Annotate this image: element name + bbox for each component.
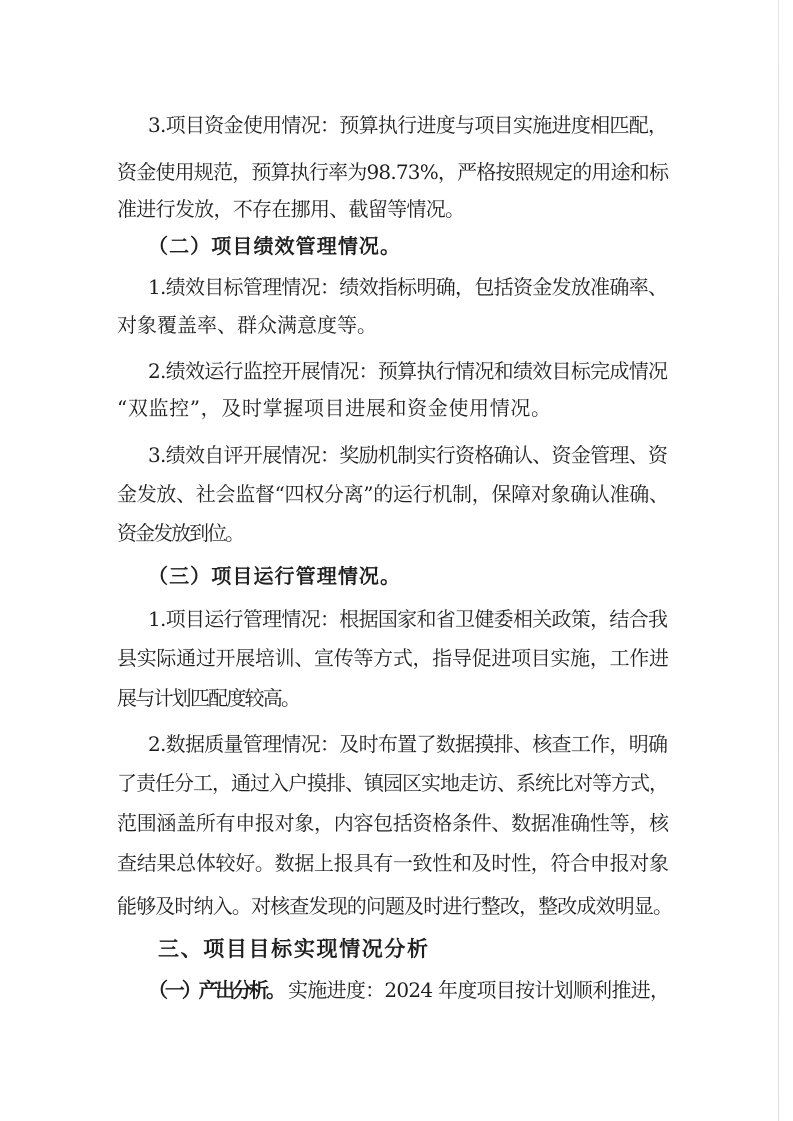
section-title-text: 三、项目目标实现情况分析 [158, 937, 430, 961]
line-text: 资金使用规范，预算执行率为98.73%，严格按照规定的用途和标 [117, 160, 669, 184]
line-text: 2.数据质量管理情况：及时布置了数据摸排、核查工作，明确 [148, 732, 668, 756]
line-text: “双监控”，及时掌握项目进展和资金使用情况。 [117, 396, 552, 420]
subsection-lead: （一）产出分析。 [148, 978, 283, 1002]
line-text: 2.绩效运行监控开展情况：预算执行情况和绩效目标完成情况 [148, 359, 668, 383]
line-text: 3.项目资金使用情况：预算执行进度与项目实施进度相匹配， [148, 113, 668, 137]
line-text: 3.绩效自评开展情况：奖励机制实行资格确认、资金管理、资 [148, 443, 668, 467]
heading-text: （三）项目运行管理情况。 [148, 564, 402, 588]
line-text: 1.绩效目标管理情况：绩效指标明确，包括资金发放准确率、 [148, 275, 668, 299]
line-text: 资金发放到位。 [117, 521, 243, 545]
line-text: 展与计划匹配度较高。 [117, 686, 300, 710]
line-text: 了责任分工，通过入户摸排、镇园区实地走访、系统比对等方式， [117, 771, 668, 795]
line-text: 范围涵盖所有申报对象，内容包括资格条件、数据准确性等，核 [117, 811, 669, 835]
line-text: 1.项目运行管理情况：根据国家和省卫健委相关政策，结合我 [148, 607, 668, 631]
line-text: 对象覆盖率、群众满意度等。 [117, 313, 377, 337]
scan-edge-shadow [778, 0, 779, 1121]
line-text: 查结果总体较好。数据上报具有一致性和及时性，符合申报对象 [117, 851, 669, 875]
line-text: 金发放、社会监督“四权分离”的运行机制，保障对象确认准确、 [117, 482, 669, 506]
line-text: 实施进度：2024 年度项目按计划顺利推进， [288, 978, 670, 1002]
line-text: 县实际通过开展培训、宣传等方式，指导促进项目实施，工作进 [117, 646, 669, 670]
line-text: 能够及时纳入。对核查发现的问题及时进行整改，整改成效明显。 [117, 894, 673, 918]
heading-text: （二）项目绩效管理情况。 [148, 234, 402, 258]
line-text: 准进行发放，不存在挪用、截留等情况。 [117, 197, 465, 221]
